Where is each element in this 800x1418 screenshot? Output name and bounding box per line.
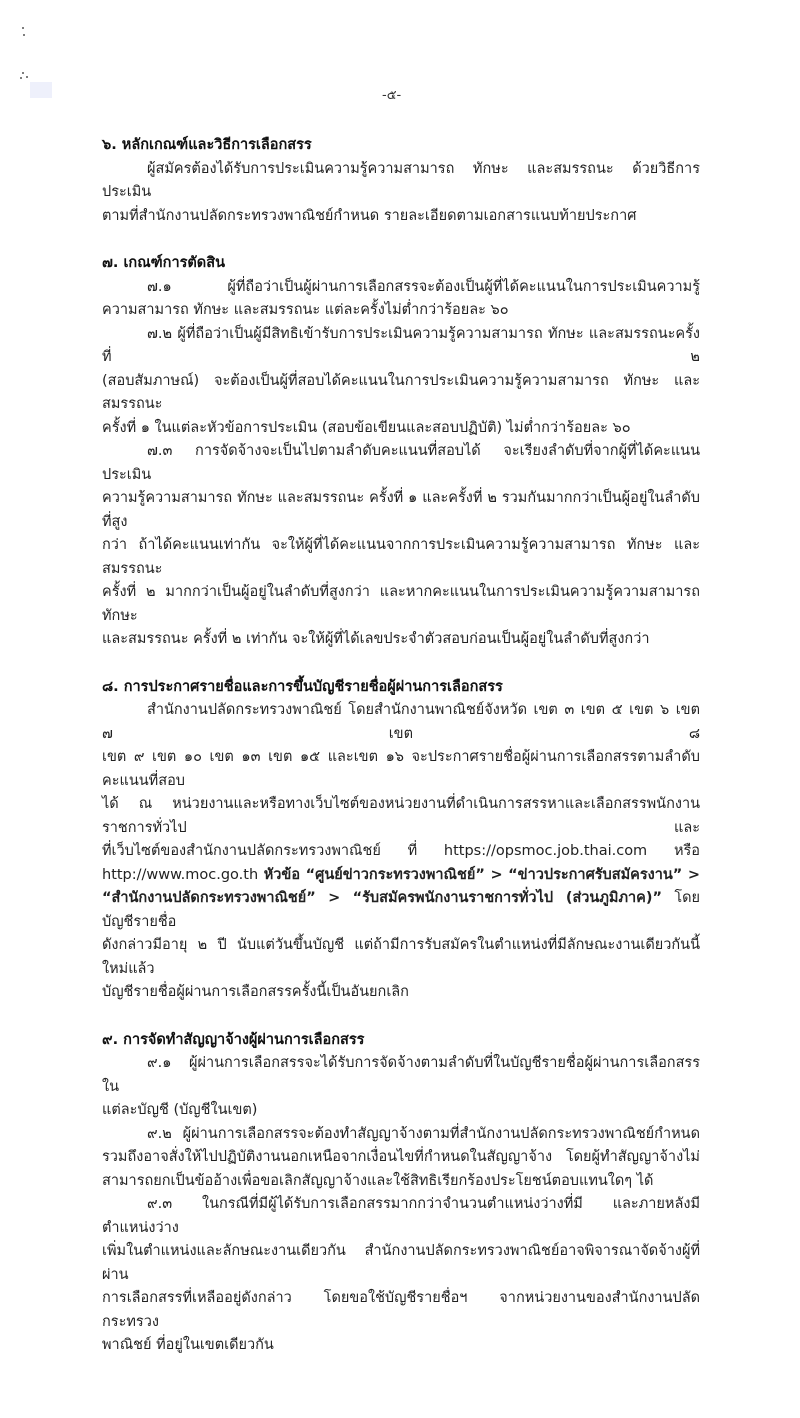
- breadcrumb-separator: >: [490, 866, 503, 883]
- section-8-line: สำนักงานปลัดกระทรวงพาณิชย์ โดยสำนักงานพาณิชย์จังหวัด เขต ๓ เขต ๕ เขต ๖ เขต ๗ เขต ๘: [102, 702, 700, 742]
- section-7-3-line: ความรู้ความสามารถ ทักษะ และสมรรถนะ ครั้งที่ ๑ และครั้งที่ ๒ รวมกันมากกว่าเป็นผู้อยู่ในลำดับที่สูง: [102, 490, 700, 530]
- section-7-2-line: ๗.๒ ผู้ที่ถือว่าเป็นผู้มีสิทธิเข้ารับการประเมินความรู้ความสามารถ ทักษะ และสมรรถนะครั้งที่ ๒: [102, 325, 700, 365]
- section-6-line: ตามที่สำนักงานปลัดกระทรวงพาณิชย์กำหนด รายละเอียดตามเอกสารแนบท้ายประกาศ: [102, 207, 637, 224]
- section-8-line: ดังกล่าวมีอายุ ๒ ปี นับแต่วันขึ้นบัญชี แต่ถ้ามีการรับสมัครในตำแหน่งที่มีลักษณะงานเดียวกันนี้ใหม่แล้ว: [102, 937, 700, 977]
- breadcrumb-separator: >: [687, 866, 701, 883]
- breadcrumb-item: “ข่าวประกาศรับสมัครงาน”: [508, 866, 683, 883]
- section-8-heading: ๘. การประกาศรายชื่อและการขึ้นบัญชีรายชื่อผู้ผ่านการเลือกสรร: [102, 678, 503, 695]
- section-7-3-line: และสมรรถนะ ครั้งที่ ๒ เท่ากัน จะให้ผู้ที่ได้เลขประจำตัวสอบก่อนเป็นผู้อยู่ในลำดับที่สูงกว่า: [102, 631, 650, 647]
- breadcrumb-item: “ศูนย์ข่าวกระทรวงพาณิชย์”: [305, 866, 485, 883]
- section-7-2-line: ครั้งที่ ๑ ในแต่ละหัวข้อการประเมิน (สอบข้อเขียนและสอบปฏิบัติ) ไม่ต่ำกว่าร้อยละ ๖๐: [102, 419, 631, 436]
- section-8-text: ที่เว็บไซต์ของสำนักงานปลัดกระทรวงพาณิชย์ ที่: [102, 843, 418, 859]
- section-9-2-line: รวมถึงอาจสั่งให้ไปปฏิบัติงานนอกเหนือจากเงื่อนไขที่กำหนดในสัญญาจ้าง โดยผู้ทำสัญญาจ้างไม่: [102, 1149, 700, 1165]
- section-9-3-line: การเลือกสรรที่เหลืออยู่ดังกล่าว โดยขอใช้บัญชีรายชื่อฯ จากหน่วยงานของสำนักงานปลัดกระทรวง: [102, 1290, 700, 1330]
- scan-speck: [22, 72, 24, 74]
- section-9-3-line: ๙.๓ ในกรณีที่มีผู้ได้รับการเลือกสรรมากกว่าจำนวนตำแหน่งว่างที่มี และภายหลังมีตำแหน่งว่าง: [102, 1196, 700, 1236]
- breadcrumb-item: “สำนักงานปลัดกระทรวงพาณิชย์”: [102, 890, 316, 906]
- section-9-1-line: แต่ละบัญชี (บัญชีในเขต): [102, 1102, 258, 1118]
- section-7-1-line: ๗.๑ ผู้ที่ถือว่าเป็นผู้ผ่านการเลือกสรรจะต้องเป็นผู้ที่ได้คะแนนในการประเมินความรู้: [147, 278, 700, 295]
- opsmoc-url-link[interactable]: https://opsmoc.job.thai.com: [443, 843, 648, 859]
- scan-speck: [22, 27, 24, 29]
- scan-speck: [26, 76, 28, 78]
- scan-smudge: [30, 82, 52, 98]
- section-8-line: เขต ๙ เขต ๑๐ เขต ๑๓ เขต ๑๕ และเขต ๑๖ จะประกาศรายชื่อผู้ผ่านการเลือกสรรตามลำดับคะแนนที่สอบ: [102, 749, 700, 789]
- scan-speck: [20, 77, 22, 79]
- topic-label: หัวข้อ: [263, 866, 301, 883]
- section-7-3-line: ๗.๓ การจัดจ้างจะเป็นไปตามลำดับคะแนนที่สอบได้ จะเรียงลำดับที่จากผู้ที่ได้คะแนนประเมิน: [102, 443, 700, 483]
- section-9-2-line: ๙.๒ ผู้ผ่านการเลือกสรรจะต้องทำสัญญาจ้างตามที่สำนักงานปลัดกระทรวงพาณิชย์กำหนด: [147, 1125, 700, 1142]
- section-9-3-line: เพิ่มในตำแหน่งและลักษณะงานเดียวกัน สำนักงานปลัดกระทรวงพาณิชย์อาจพิจารณาจัดจ้างผู้ที่ผ่าน: [102, 1243, 700, 1283]
- section-9-heading: ๙. การจัดทำสัญญาจ้างผู้ผ่านการเลือกสรร: [102, 1031, 365, 1048]
- scan-speck: [23, 34, 25, 36]
- section-9-1-line: ๙.๑ ผู้ผ่านการเลือกสรรจะได้รับการจัดจ้างตามลำดับที่ในบัญชีรายชื่อผู้ผ่านการเลือกสรรใน: [102, 1055, 700, 1095]
- section-9-3-line: พาณิชย์ ที่อยู่ในเขตเดียวกัน: [102, 1337, 274, 1353]
- section-8-text: โดยบัญชีรายชื่อ: [102, 890, 701, 930]
- page-number: -๕-: [382, 88, 402, 103]
- section-7-3-line: ครั้งที่ ๒ มากกว่าเป็นผู้อยู่ในลำดับที่สูงกว่า และหากคะแนนในการประเมินความรู้ความสามารถ ทักษะ: [102, 584, 700, 624]
- section-7-heading: ๗. เกณฑ์การตัดสิน: [102, 255, 225, 271]
- section-7-1-line: ความสามารถ ทักษะ และสมรรถนะ แต่ละครั้งไม่ต่ำกว่าร้อยละ ๖๐: [102, 302, 509, 318]
- section-9-2-line: สามารถยกเป็นข้ออ้างเพื่อขอเลิกสัญญาจ้างและใช้สิทธิเรียกร้องประโยชน์ตอบแทนใดๆ ได้: [102, 1172, 654, 1189]
- section-6-heading: ๖. หลักเกณฑ์และวิธีการเลือกสรร: [102, 137, 312, 153]
- breadcrumb-item: “รับสมัครพนักงานราชการทั่วไป (ส่วนภูมิภาค)”: [352, 890, 663, 906]
- section-7-3-line: กว่า ถ้าได้คะแนนเท่ากัน จะให้ผู้ที่ได้คะแนนจากการประเมินความรู้ความสามารถ ทักษะ และสมรรถนะ: [102, 537, 700, 577]
- section-8-line: บัญชีรายชื่อผู้ผ่านการเลือกสรรครั้งนี้เป็นอันยกเลิก: [102, 984, 409, 1000]
- moc-url-link[interactable]: http://www.moc.go.th: [102, 866, 259, 883]
- document-body: [102, 0, 700, 1418]
- section-6-line: ผู้สมัครต้องได้รับการประเมินความรู้ความสามารถ ทักษะ และสมรรถนะ ด้วยวิธีการประเมิน: [102, 160, 700, 200]
- breadcrumb-separator: >: [328, 890, 341, 906]
- section-7-2-line: (สอบสัมภาษณ์) จะต้องเป็นผู้ที่สอบได้คะแนนในการประเมินความรู้ความสามารถ ทักษะ และสมรรถนะ: [102, 372, 700, 412]
- section-8-text: หรือ: [673, 843, 700, 859]
- section-8-line: [102, 840, 700, 864]
- section-8-line: [102, 887, 700, 934]
- section-8-line: ได้ ณ หน่วยงานและหรือทางเว็บไซต์ของหน่วยงานที่ดำเนินการสรรหาและเลือกสรรพนักงานราชการทั่วไป และ: [102, 796, 700, 836]
- section-8-line: [102, 864, 700, 888]
